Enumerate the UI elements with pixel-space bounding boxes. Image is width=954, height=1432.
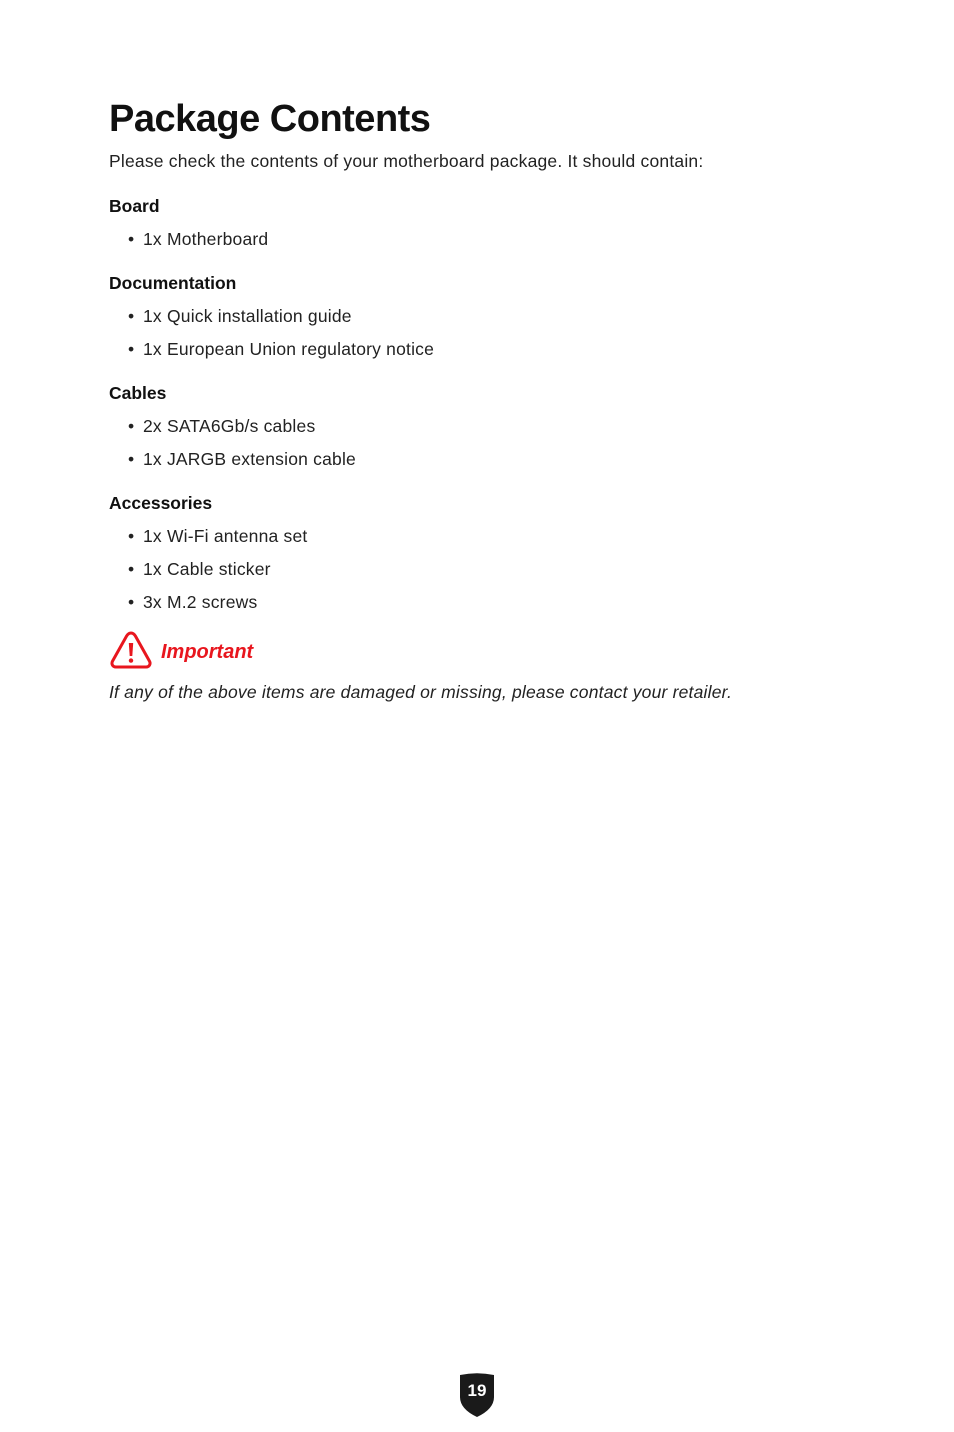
- item-text: 1x Cable sticker: [143, 559, 271, 579]
- section-board: [109, 194, 869, 251]
- item-list: [109, 524, 869, 614]
- list-item: [109, 524, 869, 548]
- bullet: •: [128, 559, 135, 579]
- bullet: •: [128, 416, 135, 436]
- important-callout: [109, 629, 253, 671]
- section-accessories: [109, 491, 869, 614]
- item-list: [109, 304, 869, 361]
- item-list: [109, 414, 869, 471]
- important-note: If any of the above items are damaged or missing, please contact your retailer.: [109, 682, 733, 702]
- list-item: [109, 414, 869, 438]
- item-text: 3x M.2 screws: [143, 592, 258, 612]
- section-heading: Cables: [109, 383, 167, 403]
- section-heading: Board: [109, 196, 160, 216]
- warning-icon: [109, 630, 153, 670]
- item-list: [109, 227, 869, 251]
- list-item: [109, 447, 869, 471]
- list-item: [109, 590, 869, 614]
- section-cables: [109, 381, 869, 471]
- bullet: •: [128, 306, 135, 326]
- list-item: [109, 227, 869, 251]
- list-item: [109, 557, 869, 581]
- section-documentation: [109, 271, 869, 361]
- intro-text: Please check the contents of your motherboard package. It should contain:: [109, 151, 704, 171]
- item-text: 1x Wi-Fi antenna set: [143, 526, 308, 546]
- list-item: [109, 337, 869, 361]
- item-text: 1x Motherboard: [143, 229, 269, 249]
- bullet: •: [128, 526, 135, 546]
- section-heading: Accessories: [109, 493, 213, 513]
- important-label: Important: [161, 640, 254, 663]
- item-text: 1x Quick installation guide: [143, 306, 352, 326]
- page-number: 19: [467, 1381, 487, 1400]
- page-number-badge: [458, 1372, 496, 1418]
- bullet: •: [128, 229, 135, 249]
- bullet: •: [128, 339, 135, 359]
- list-item: [109, 304, 869, 328]
- bullet: •: [128, 592, 135, 612]
- item-text: 1x JARGB extension cable: [143, 449, 356, 469]
- section-heading: Documentation: [109, 273, 237, 293]
- item-text: 2x SATA6Gb/s cables: [143, 416, 316, 436]
- bullet: •: [128, 449, 135, 469]
- item-text: 1x European Union regulatory notice: [143, 339, 435, 359]
- page-title: Package Contents: [109, 98, 431, 140]
